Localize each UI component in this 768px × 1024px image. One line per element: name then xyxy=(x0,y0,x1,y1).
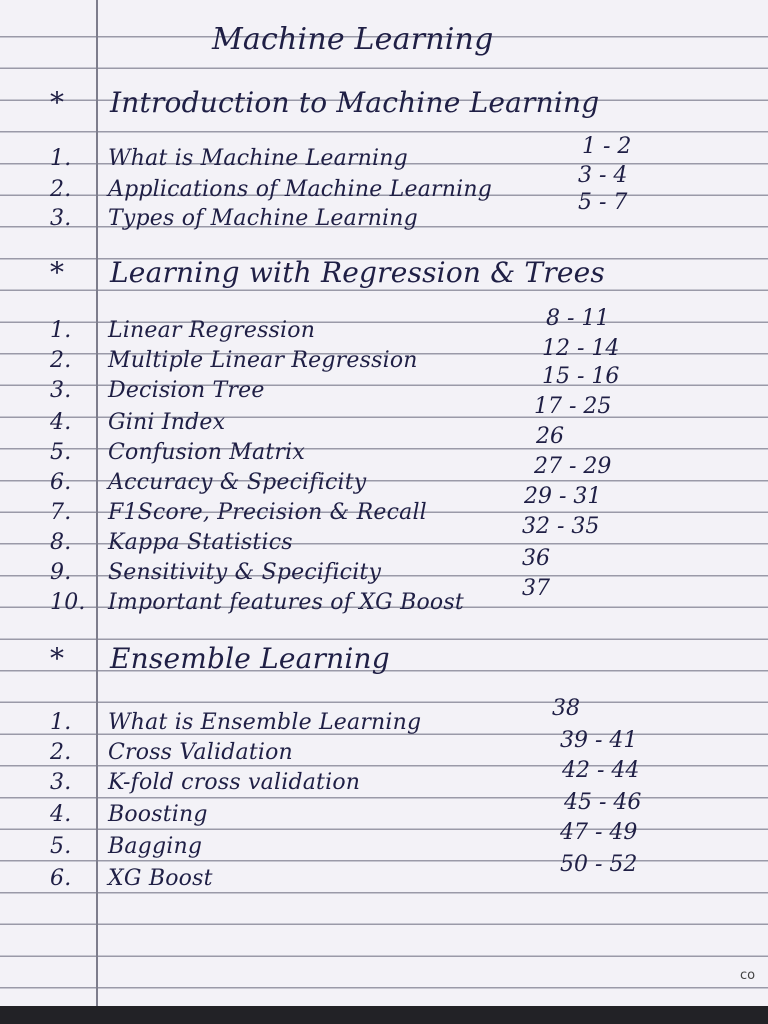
list-item xyxy=(50,470,366,495)
list-item xyxy=(50,590,464,615)
item-number: 7. xyxy=(50,500,72,525)
item-number: 10. xyxy=(50,590,86,615)
section-heading-ensemble xyxy=(50,642,390,675)
item-number: 1. xyxy=(50,318,72,343)
item-pages: 38 xyxy=(552,696,580,721)
bottom-border xyxy=(0,1006,768,1024)
item-number: 8. xyxy=(50,530,72,555)
item-topic: Accuracy & Specificity xyxy=(108,470,367,495)
item-topic: XG Boost xyxy=(108,866,213,891)
list-item xyxy=(50,710,421,735)
item-number: 4. xyxy=(50,802,72,827)
asterisk-icon: * xyxy=(50,642,65,675)
item-topic: Sensitivity & Specificity xyxy=(108,560,382,585)
item-pages: 42 - 44 xyxy=(562,758,640,783)
item-topic: Types of Machine Learning xyxy=(108,206,418,231)
list-item xyxy=(50,530,293,555)
item-topic: Kappa Statistics xyxy=(108,530,293,555)
item-pages: 1 - 2 xyxy=(582,134,632,159)
item-number: 2. xyxy=(50,177,72,202)
item-number: 3. xyxy=(50,378,72,403)
item-topic: What is Ensemble Learning xyxy=(108,710,422,735)
item-topic: Linear Regression xyxy=(108,318,316,343)
asterisk-icon: * xyxy=(50,256,65,289)
list-item xyxy=(50,348,418,373)
item-pages: 27 - 29 xyxy=(534,454,612,479)
item-number: 1. xyxy=(50,146,72,171)
section-title: Introduction to Machine Learning xyxy=(110,86,600,119)
section-heading-introduction xyxy=(50,86,599,119)
list-item xyxy=(50,866,213,891)
item-topic: Bagging xyxy=(108,834,203,859)
corner-text: co xyxy=(740,968,756,983)
item-topic: Decision Tree xyxy=(108,378,265,403)
list-item xyxy=(50,770,360,795)
section-title: Learning with Regression & Trees xyxy=(110,256,606,289)
list-item xyxy=(50,206,418,231)
item-number: 3. xyxy=(50,770,72,795)
list-item xyxy=(50,440,305,465)
item-pages: 17 - 25 xyxy=(534,394,612,419)
list-item xyxy=(50,177,492,202)
item-number: 9. xyxy=(50,560,72,585)
item-pages: 50 - 52 xyxy=(560,852,638,877)
list-item xyxy=(50,146,408,171)
item-topic: Confusion Matrix xyxy=(108,440,305,465)
item-number: 5. xyxy=(50,834,72,859)
list-item xyxy=(50,560,381,585)
item-topic: What is Machine Learning xyxy=(108,146,408,171)
item-pages: 5 - 7 xyxy=(578,190,628,215)
list-item xyxy=(50,410,225,435)
item-pages: 26 xyxy=(536,424,564,449)
item-number: 5. xyxy=(50,440,72,465)
item-topic: F1Score, Precision & Recall xyxy=(108,500,427,525)
page-title: Machine Learning xyxy=(212,22,494,57)
item-pages: 15 - 16 xyxy=(542,364,620,389)
list-item xyxy=(50,378,265,403)
list-item xyxy=(50,500,427,525)
item-pages: 37 xyxy=(522,576,550,601)
item-topic: Important features of XG Boost xyxy=(108,590,464,615)
list-item xyxy=(50,318,315,343)
item-number: 2. xyxy=(50,740,72,765)
item-topic: K-fold cross validation xyxy=(108,770,361,795)
item-pages: 47 - 49 xyxy=(560,820,638,845)
item-number: 3. xyxy=(50,206,72,231)
item-pages: 32 - 35 xyxy=(522,514,600,539)
item-number: 6. xyxy=(50,470,72,495)
item-pages: 8 - 11 xyxy=(546,306,610,331)
list-item xyxy=(50,740,293,765)
section-heading-regression xyxy=(50,256,605,289)
item-pages: 12 - 14 xyxy=(542,336,620,361)
item-pages: 36 xyxy=(522,546,550,571)
item-number: 1. xyxy=(50,710,72,735)
list-item xyxy=(50,802,208,827)
item-pages: 3 - 4 xyxy=(578,163,628,188)
item-pages: 45 - 46 xyxy=(564,790,642,815)
item-pages: 29 - 31 xyxy=(524,484,602,509)
item-topic: Boosting xyxy=(108,802,208,827)
list-item xyxy=(50,834,202,859)
item-topic: Cross Validation xyxy=(108,740,293,765)
item-number: 4. xyxy=(50,410,72,435)
item-topic: Applications of Machine Learning xyxy=(108,177,492,202)
item-number: 6. xyxy=(50,866,72,891)
section-title: Ensemble Learning xyxy=(110,642,390,675)
item-pages: 39 - 41 xyxy=(560,728,638,753)
item-topic: Gini Index xyxy=(108,410,226,435)
item-number: 2. xyxy=(50,348,72,373)
item-topic: Multiple Linear Regression xyxy=(108,348,418,373)
asterisk-icon: * xyxy=(50,86,65,119)
